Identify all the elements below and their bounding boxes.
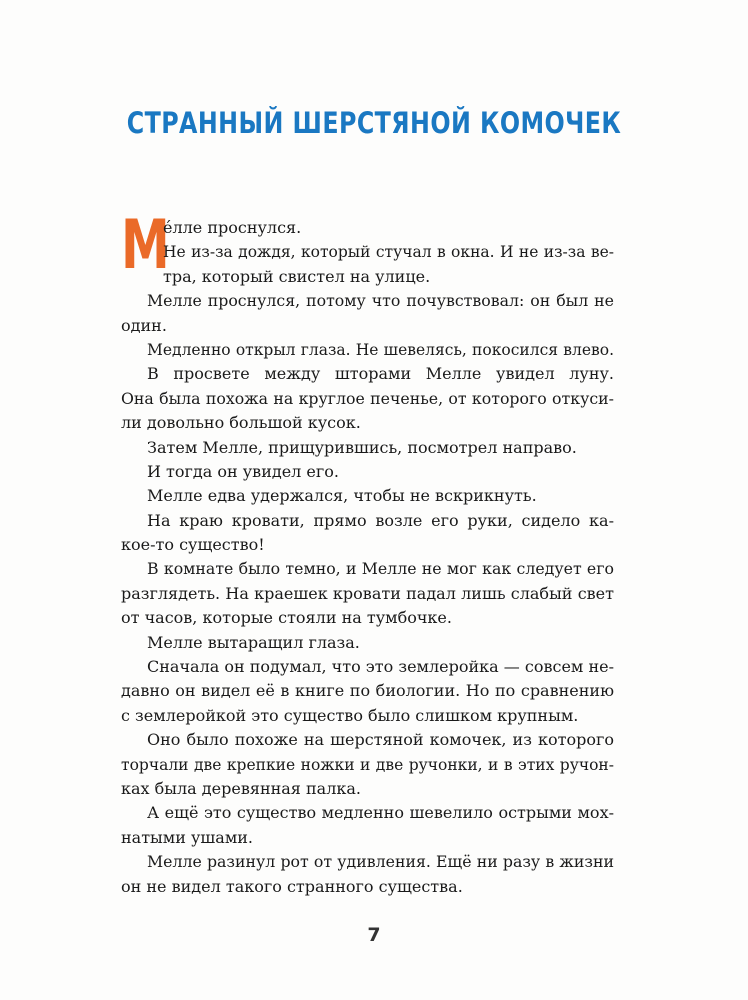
text-line: И тогда он увидел его. [147, 461, 339, 481]
text-line: Сначала он подумал, что это землеройка — совсем не- [147, 657, 614, 677]
text-line: На краю кровати, прямо возле его руки, сидело ка- [147, 510, 614, 530]
text-line: éлле проснулся. [163, 218, 302, 237]
text-line: один. [121, 315, 167, 335]
text-line: В комнате было темно, и Мелле не мог как следует его [147, 559, 614, 579]
chapter-title: СТРАННЫЙ ШЕРСТЯНОЙ КОМОЧЕК [126, 106, 622, 140]
text-line: он не видел такого странного существа. [121, 876, 463, 896]
text-line: ли довольно большой кусок. [121, 413, 361, 433]
text-line: Мелле проснулся, потому что почувствовал: он был не [147, 291, 614, 311]
text-line: от часов, которые стояли на тумбочке. [121, 608, 452, 628]
body-text [121, 206, 614, 899]
text-line: давно он видел её в книге по биологии. Но по сравнению [121, 681, 614, 701]
text-line: Не из-за дождя, который стучал в окна. И не из-за ве- [163, 243, 614, 262]
text-line: натыми ушами. [121, 827, 254, 847]
text-line: В просвете между шторами Мелле увидел луну. [147, 364, 614, 384]
drop-cap: М [121, 206, 170, 285]
text-line: ках была деревянная палка. [121, 778, 361, 798]
text-line: тра, который свистел на улице. [163, 266, 431, 286]
text-line: Мелле вытаращил глаза. [147, 632, 360, 652]
text-line: Мелле едва удержался, чтобы не вскрикнуть. [147, 486, 537, 506]
text-line: Медленно открыл глаза. Не шевелясь, покосился влево. [147, 340, 614, 359]
page-number: 7 [367, 924, 381, 946]
text-line: с землеройкой это существо было слишком крупным. [121, 705, 579, 725]
text-line: Оно было похоже на шерстяной комочек, из которого [147, 730, 614, 750]
text-line: торчали две крепкие ножки и две ручонки, и в этих ручон- [121, 755, 614, 774]
text-line: Затем Мелле, прищурившись, посмотрел направо. [147, 437, 577, 457]
text-line: кое-то существо! [121, 535, 265, 555]
text-line: Мелле разинул рот от удивления. Ещё ни разу в жизни [147, 852, 614, 872]
text-line: А ещё это существо медленно шевелило острыми мох- [147, 803, 614, 823]
text-line: Она была похожа на круглое печенье, от которого откуси- [121, 388, 614, 408]
text-line: разглядеть. На краешек кровати падал лишь слабый свет [121, 583, 614, 603]
